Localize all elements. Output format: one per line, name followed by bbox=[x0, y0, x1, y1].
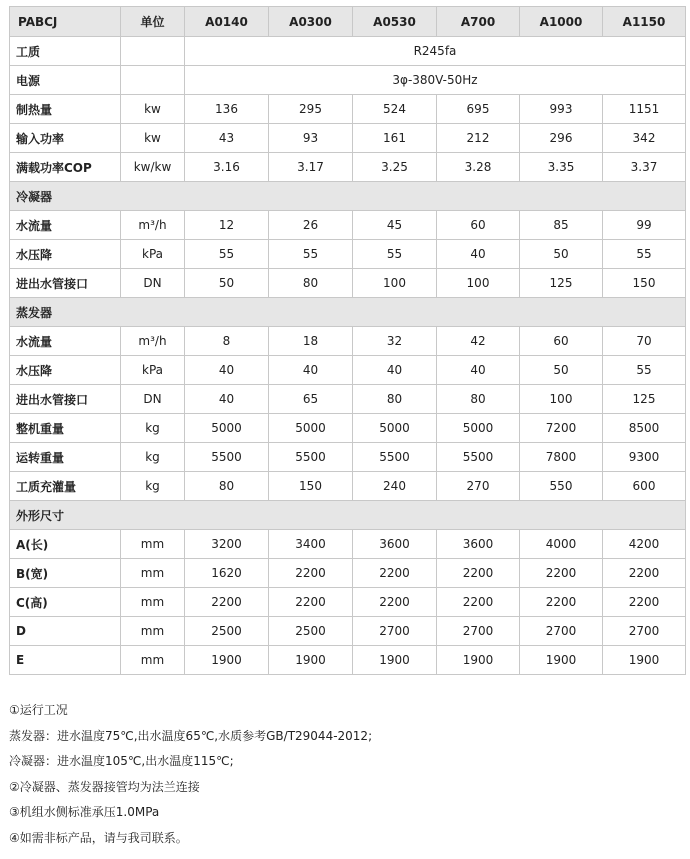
note-line: ③机组水侧标准承压1.0MPa bbox=[9, 805, 160, 819]
table-cell: 70 bbox=[603, 327, 686, 356]
table-cell: 1900 bbox=[269, 646, 353, 675]
section-row bbox=[10, 501, 686, 530]
table-cell: 136 bbox=[185, 95, 269, 124]
table-cell: 212 bbox=[437, 124, 520, 153]
table-cell: 100 bbox=[520, 385, 603, 414]
row-unit: kw bbox=[121, 95, 185, 124]
row-label: B(宽) bbox=[10, 559, 121, 588]
row-label: 水流量 bbox=[10, 211, 121, 240]
row-unit: m³/h bbox=[121, 327, 185, 356]
table-cell: 3.17 bbox=[269, 153, 353, 182]
table-row bbox=[10, 617, 686, 646]
row-label: 制热量 bbox=[10, 95, 121, 124]
table-cell: 270 bbox=[437, 472, 520, 501]
row-label: C(高) bbox=[10, 588, 121, 617]
table-cell: 1900 bbox=[437, 646, 520, 675]
table-cell: 1151 bbox=[603, 95, 686, 124]
table-cell: 55 bbox=[269, 240, 353, 269]
row-unit: kw bbox=[121, 124, 185, 153]
table-cell: 80 bbox=[353, 385, 437, 414]
table-cell: 1900 bbox=[185, 646, 269, 675]
table-row bbox=[10, 95, 686, 124]
row-span-value: 3φ-380V-50Hz bbox=[185, 66, 686, 95]
note-line: 蒸发器：进水温度75℃,出水温度65℃,水质参考GB/T29044-2012; bbox=[9, 728, 373, 743]
table-cell: 2200 bbox=[353, 588, 437, 617]
table-cell: 2200 bbox=[269, 588, 353, 617]
table-cell: 240 bbox=[353, 472, 437, 501]
table-cell: 7200 bbox=[520, 414, 603, 443]
table-cell: 40 bbox=[437, 240, 520, 269]
table-cell: 600 bbox=[603, 472, 686, 501]
table-cell: 40 bbox=[269, 356, 353, 385]
section-label: 冷凝器 bbox=[10, 182, 686, 211]
table-cell: 695 bbox=[437, 95, 520, 124]
row-unit: kPa bbox=[121, 240, 185, 269]
table-cell: 3600 bbox=[353, 530, 437, 559]
table-cell: 26 bbox=[269, 211, 353, 240]
header-model: A0140 bbox=[185, 7, 269, 37]
table-cell: 2200 bbox=[603, 559, 686, 588]
table-cell: 18 bbox=[269, 327, 353, 356]
row-label: 满载功率COP bbox=[10, 153, 121, 182]
table-cell: 50 bbox=[520, 240, 603, 269]
table-row bbox=[10, 443, 686, 472]
note-line: ②冷凝器、蒸发器接管均为法兰连接 bbox=[9, 779, 200, 794]
table-cell: 2200 bbox=[437, 559, 520, 588]
table-cell: 40 bbox=[437, 356, 520, 385]
table-cell: 60 bbox=[437, 211, 520, 240]
table-cell: 3600 bbox=[437, 530, 520, 559]
table-cell: 125 bbox=[603, 385, 686, 414]
table-cell: 550 bbox=[520, 472, 603, 501]
row-label: 运转重量 bbox=[10, 443, 121, 472]
table-cell: 125 bbox=[520, 269, 603, 298]
row-unit: kPa bbox=[121, 356, 185, 385]
table-cell: 2200 bbox=[269, 559, 353, 588]
table-row bbox=[10, 588, 686, 617]
table-cell: 5500 bbox=[269, 443, 353, 472]
table-cell: 2500 bbox=[269, 617, 353, 646]
table-cell: 3.16 bbox=[185, 153, 269, 182]
table-cell: 3.37 bbox=[603, 153, 686, 182]
table-row bbox=[10, 472, 686, 501]
row-unit bbox=[121, 66, 185, 95]
header-model: A0530 bbox=[353, 7, 437, 37]
row-label: 工质充灌量 bbox=[10, 472, 121, 501]
table-cell: 5000 bbox=[269, 414, 353, 443]
table-row bbox=[10, 240, 686, 269]
row-unit: kw/kw bbox=[121, 153, 185, 182]
table-cell: 342 bbox=[603, 124, 686, 153]
table-cell: 12 bbox=[185, 211, 269, 240]
header-model: A1150 bbox=[603, 7, 686, 37]
table-cell: 93 bbox=[269, 124, 353, 153]
table-cell: 5000 bbox=[353, 414, 437, 443]
row-unit: mm bbox=[121, 559, 185, 588]
table-cell: 9300 bbox=[603, 443, 686, 472]
table-cell: 5500 bbox=[353, 443, 437, 472]
row-unit: mm bbox=[121, 530, 185, 559]
section-row bbox=[10, 298, 686, 327]
table-cell: 43 bbox=[185, 124, 269, 153]
table-cell: 3400 bbox=[269, 530, 353, 559]
header-model-series: PABCJ bbox=[10, 7, 121, 37]
table-cell: 50 bbox=[185, 269, 269, 298]
table-cell: 2500 bbox=[185, 617, 269, 646]
header-unit: 单位 bbox=[121, 7, 185, 37]
header-model: A1000 bbox=[520, 7, 603, 37]
table-row bbox=[10, 269, 686, 298]
table-cell: 2200 bbox=[520, 559, 603, 588]
table-cell: 60 bbox=[520, 327, 603, 356]
table-cell: 55 bbox=[603, 356, 686, 385]
table-row bbox=[10, 414, 686, 443]
table-row bbox=[10, 559, 686, 588]
section-label: 蒸发器 bbox=[10, 298, 686, 327]
row-label: 水压降 bbox=[10, 356, 121, 385]
row-label: 进出水管接口 bbox=[10, 269, 121, 298]
row-unit bbox=[121, 37, 185, 66]
table-cell: 80 bbox=[437, 385, 520, 414]
row-label: 电源 bbox=[10, 66, 121, 95]
table-cell: 5500 bbox=[185, 443, 269, 472]
table-row bbox=[10, 356, 686, 385]
table-cell: 5000 bbox=[437, 414, 520, 443]
table-cell: 2700 bbox=[353, 617, 437, 646]
row-unit: kg bbox=[121, 414, 185, 443]
spec-table bbox=[9, 6, 686, 675]
table-cell: 40 bbox=[185, 356, 269, 385]
row-unit: DN bbox=[121, 269, 185, 298]
table-cell: 8 bbox=[185, 327, 269, 356]
table-row bbox=[10, 37, 686, 66]
section-label: 外形尺寸 bbox=[10, 501, 686, 530]
table-cell: 1900 bbox=[353, 646, 437, 675]
table-cell: 80 bbox=[185, 472, 269, 501]
table-cell: 3.35 bbox=[520, 153, 603, 182]
table-cell: 1900 bbox=[520, 646, 603, 675]
row-label: E bbox=[10, 646, 121, 675]
table-cell: 296 bbox=[520, 124, 603, 153]
row-unit: mm bbox=[121, 617, 185, 646]
table-cell: 1620 bbox=[185, 559, 269, 588]
table-cell: 2200 bbox=[185, 588, 269, 617]
table-cell: 2200 bbox=[353, 559, 437, 588]
row-unit: mm bbox=[121, 646, 185, 675]
table-row bbox=[10, 153, 686, 182]
table-cell: 85 bbox=[520, 211, 603, 240]
table-cell: 100 bbox=[437, 269, 520, 298]
table-cell: 4200 bbox=[603, 530, 686, 559]
table-row bbox=[10, 124, 686, 153]
header-row bbox=[10, 7, 686, 37]
row-label: 工质 bbox=[10, 37, 121, 66]
table-cell: 2700 bbox=[437, 617, 520, 646]
row-label: 水压降 bbox=[10, 240, 121, 269]
table-cell: 3.25 bbox=[353, 153, 437, 182]
table-row bbox=[10, 66, 686, 95]
table-cell: 99 bbox=[603, 211, 686, 240]
table-cell: 7800 bbox=[520, 443, 603, 472]
table-cell: 100 bbox=[353, 269, 437, 298]
note-line: 冷凝器：进水温度105℃,出水温度115℃; bbox=[9, 754, 234, 768]
row-label: A(长) bbox=[10, 530, 121, 559]
row-label: D bbox=[10, 617, 121, 646]
table-cell: 150 bbox=[603, 269, 686, 298]
table-cell: 80 bbox=[269, 269, 353, 298]
table-cell: 40 bbox=[353, 356, 437, 385]
table-cell: 55 bbox=[603, 240, 686, 269]
header-model: A0300 bbox=[269, 7, 353, 37]
table-cell: 55 bbox=[353, 240, 437, 269]
section-row bbox=[10, 182, 686, 211]
table-cell: 40 bbox=[185, 385, 269, 414]
table-cell: 65 bbox=[269, 385, 353, 414]
note-line: ①运行工况 bbox=[9, 703, 68, 717]
row-span-value: R245fa bbox=[185, 37, 686, 66]
row-label: 水流量 bbox=[10, 327, 121, 356]
table-cell: 2700 bbox=[520, 617, 603, 646]
table-cell: 5000 bbox=[185, 414, 269, 443]
row-unit: mm bbox=[121, 588, 185, 617]
row-unit: kg bbox=[121, 443, 185, 472]
table-cell: 50 bbox=[520, 356, 603, 385]
row-unit: m³/h bbox=[121, 211, 185, 240]
table-cell: 2200 bbox=[603, 588, 686, 617]
table-cell: 524 bbox=[353, 95, 437, 124]
table-cell: 150 bbox=[269, 472, 353, 501]
table-cell: 8500 bbox=[603, 414, 686, 443]
table-row bbox=[10, 327, 686, 356]
table-cell: 32 bbox=[353, 327, 437, 356]
header-model: A700 bbox=[437, 7, 520, 37]
table-row bbox=[10, 530, 686, 559]
row-unit: DN bbox=[121, 385, 185, 414]
table-cell: 45 bbox=[353, 211, 437, 240]
notes bbox=[9, 698, 679, 851]
table-row bbox=[10, 211, 686, 240]
table-cell: 3200 bbox=[185, 530, 269, 559]
table-cell: 4000 bbox=[520, 530, 603, 559]
row-unit: kg bbox=[121, 472, 185, 501]
table-row bbox=[10, 385, 686, 414]
note-line: ④如需非标产品，请与我司联系。 bbox=[9, 830, 188, 845]
table-cell: 42 bbox=[437, 327, 520, 356]
row-label: 进出水管接口 bbox=[10, 385, 121, 414]
table-cell: 3.28 bbox=[437, 153, 520, 182]
table-cell: 993 bbox=[520, 95, 603, 124]
table-row bbox=[10, 646, 686, 675]
table-cell: 2200 bbox=[437, 588, 520, 617]
table-cell: 295 bbox=[269, 95, 353, 124]
row-label: 整机重量 bbox=[10, 414, 121, 443]
table-cell: 2200 bbox=[520, 588, 603, 617]
row-label: 输入功率 bbox=[10, 124, 121, 153]
table-cell: 5500 bbox=[437, 443, 520, 472]
table-cell: 1900 bbox=[603, 646, 686, 675]
table-cell: 161 bbox=[353, 124, 437, 153]
table-cell: 2700 bbox=[603, 617, 686, 646]
table-cell: 55 bbox=[185, 240, 269, 269]
